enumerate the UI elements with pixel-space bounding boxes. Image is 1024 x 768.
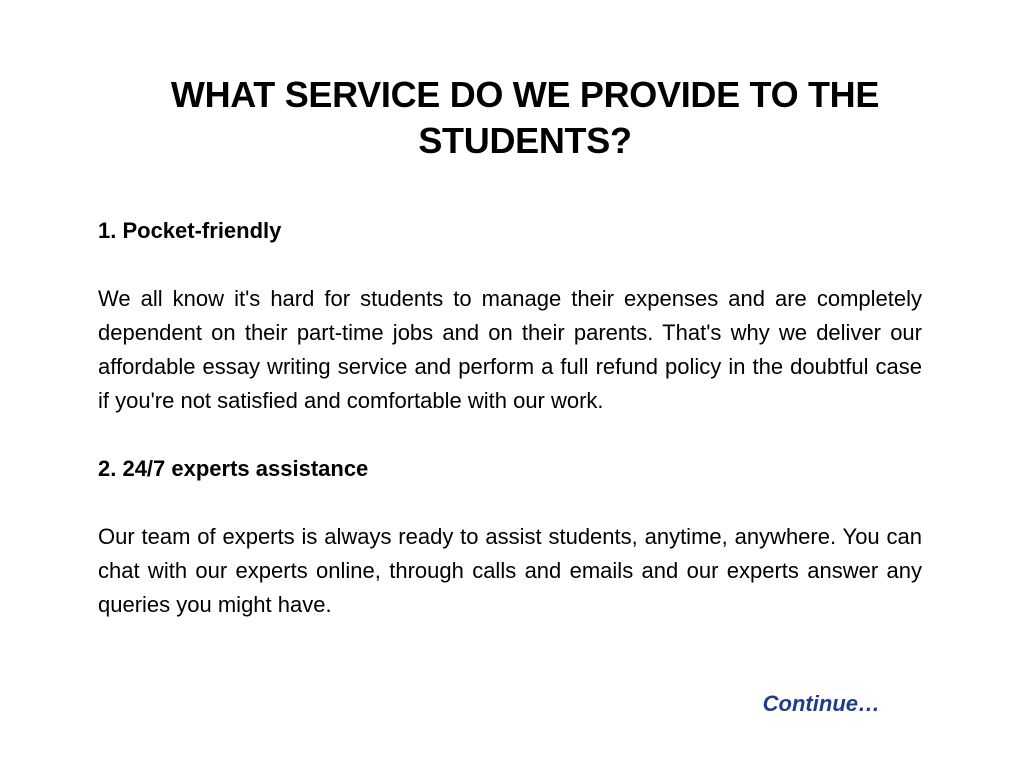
continue-link[interactable]: Continue…	[762, 691, 880, 716]
slide-title: WHAT SERVICE DO WE PROVIDE TO THE STUDENTS?	[170, 74, 880, 161]
slide-body	[98, 214, 922, 622]
paragraph-gap	[98, 248, 922, 282]
paragraph-gap	[98, 486, 922, 520]
section-heading-experts-assistance: 2. 24/7 experts assistance	[98, 456, 369, 481]
section-text-pocket-friendly: We all know it's hard for students to manage their expenses and are completely dependent on their part-time jobs and on their parents. That's why we deliver our affordable essay writing service and perform a full refund policy in the doubtful case if you're not satisfied and comfortable with our work.	[98, 286, 922, 413]
paragraph-gap	[98, 418, 922, 452]
section-heading-pocket-friendly: 1. Pocket-friendly	[98, 218, 282, 243]
section-text-experts-assistance: Our team of experts is always ready to assist students, anytime, anywhere. You can chat with our experts online, through calls and emails and our experts answer any queries you might have.	[98, 524, 922, 617]
